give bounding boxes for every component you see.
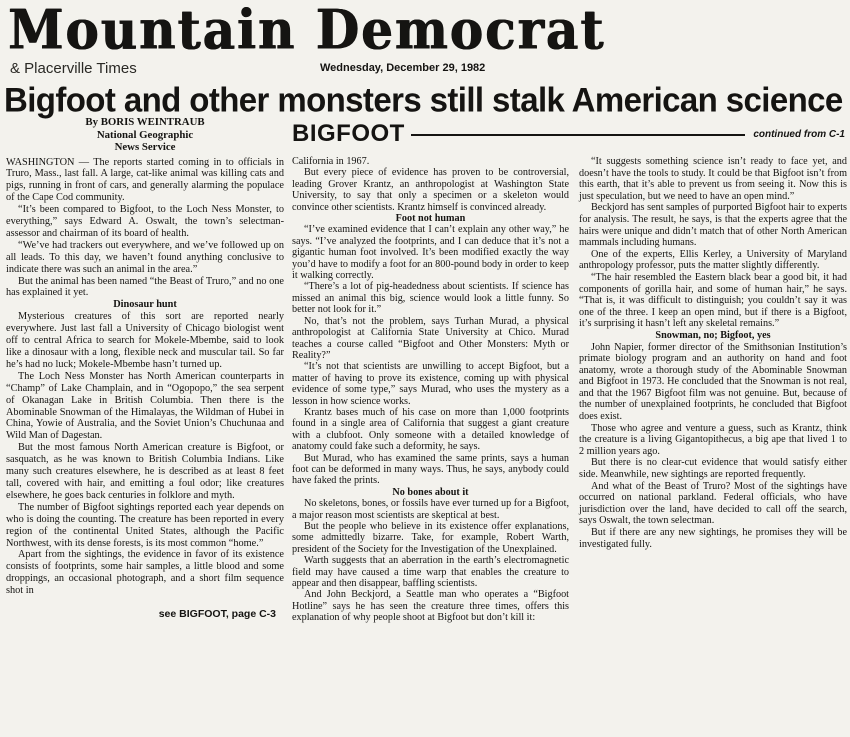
- article-headline: Bigfoot and other monsters still stalk American science: [4, 80, 843, 119]
- article-paragraph: “I’ve examined evidence that I can’t explain any other way,” he says. “I’ve analyzed the footprints, and I can deduce that it’s not a gigantic human foot involved. It’s been modified exactly the way you’d have to modify a foot for an 800-pound body in order to keep it walking correctly.: [292, 224, 569, 282]
- article-paragraph: The Loch Ness Monster has North American counterparts in “Champ” of Lake Champlain, and in “Ogopopo,” the sea serpent of Okanagan Lake in British Columbia. Then there is the Abominable Snowman of the Himalayas, the Wildman of Hubei in China, Yowie of Australia, and the Soviet Union’s Chuchunaa and Wild Man of Dagestan.: [6, 370, 284, 442]
- article-column-middle: [292, 156, 569, 624]
- article-paragraph: Apart from the sightings, the evidence in favor of its existence consists of footprints, some hair samples, a little blood and some droppings, an occasional photograph, and a short film sequence shot in: [6, 549, 284, 597]
- newspaper-masthead-subtitle: & Placerville Times: [10, 60, 137, 77]
- article-paragraph: “It’s not that scientists are unwilling to accept Bigfoot, but a matter of having to prove its existence, coming up with physical evidence of some type,” says Murad, who uses the mystery as a lesson in how science works.: [292, 361, 569, 407]
- article-column-right: [579, 156, 847, 550]
- article-paragraph: WASHINGTON — The reports started coming in to officials in Truro, Mass., last fall. A large, cat-like animal was killing cats and pigs, running in front of cars, and generally alarming the populace of the Cape Cod community.: [6, 156, 284, 204]
- jumpline: see BIGFOOT, page C-3: [158, 608, 276, 621]
- byline-author: By BORIS WEINTRAUB: [85, 116, 205, 128]
- article-paragraph: “The hair resembled the Eastern black bear a good bit, it had components of gorilla hair, and some of human hair,” he says. “That is, it was difficult to distinguish; you couldn’t say it was one of the three. I keep an open mind, but if there is a Bigfoot, it’s surprising it hasn’t left any skeletal remains.”: [579, 271, 847, 330]
- article-paragraph: No skeletons, bones, or fossils have ever turned up for a Bigfoot, a major reason most scientists are skeptical at best.: [292, 498, 569, 521]
- article-paragraph: “It’s been compared to Bigfoot, to the Loch Ness Monster, to everything,” says Edward A. Oswalt, the town’s selectman-assessor and chairman of its board of health.: [6, 204, 284, 239]
- article-paragraph: The number of Bigfoot sightings reported each year depends on who is doing the counting. The creature has been reported in every region of the continental United States, although the Pacific Northwest, with its dense forests, is its most common “home.”: [6, 501, 284, 549]
- article-paragraph: But the most famous North American creature is Bigfoot, or sasquatch, as he was known to British Columbia Indians. Like many such creatures elsewhere, he is described as at least 8 feet tall, covered with hair, and emitting a foul odor; like creatures elsewhere, he goes back centuries in folklore and myth.: [6, 442, 284, 501]
- article-paragraph: “We’ve had trackers out everywhere, and we’ve followed up on all leads. To this day, we haven’t found anything conclusive to indicate there was such an animal in the area.”: [6, 239, 284, 275]
- article-paragraph: And John Beckjord, a Seattle man who operates a “Bigfoot Hotline” says he has seen the creature three times, offers this explanation of why people shoot at Bigfoot but don’t kill it:: [292, 589, 569, 624]
- article-paragraph: Mysterious creatures of this sort are reported nearly everywhere. Just last fall a University of Chicago biologist went off to central Africa to search for Mokele-Mbembe, said to look like a dinosaur with a long, flexible neck and muscular tail. So far he’s had no luck; Mokele-Mbembe hasn’t turned up.: [6, 311, 284, 370]
- continuation-label: BIGFOOT: [292, 120, 405, 147]
- article-paragraph: But every piece of evidence has proven to be controversial, leading Grover Krantz, an anthropologist at Washington State University, to say that only a specimen or a skeleton would convince other scientists. Krantz himself is convinced already.: [292, 167, 569, 213]
- continuation-note: continued from C-1: [753, 128, 845, 140]
- column-right-body: [579, 156, 847, 550]
- issue-date: Wednesday, December 29, 1982: [320, 62, 486, 74]
- section-subhead: Snowman, no; Bigfoot, yes: [655, 329, 771, 341]
- article-paragraph: Krantz bases much of his case on more than 1,000 footprints found in a single area of California that suggest a giant creature with a clubfoot. Only someone with a detailed knowledge of anatomy could fake such a deformity, he says.: [292, 406, 569, 453]
- article-paragraph: But the people who believe in its existence offer explanations, some admittedly bizarre. Take, for example, Robert Warth, president of the Society for the Investigation of the Unexplained.: [292, 521, 569, 555]
- newspaper-masthead-title: Mountain Democrat: [8, 0, 606, 62]
- article-paragraph: No, that’s not the problem, says Turhan Murad, a physical anthropologist at California State University at Chico. Murad teaches a course called “Bigfoot and Other Monsters: Myth or Reality?”: [292, 315, 569, 361]
- article-paragraph: One of the experts, Ellis Kerley, a University of Maryland anthropology professor, puts the matter slightly differently.: [579, 248, 847, 272]
- article-paragraph: But if there are any new sightings, he promises they will be investigated fully.: [579, 527, 847, 550]
- column-middle-body: [292, 156, 569, 624]
- article-paragraph: Warth suggests that an aberration in the earth’s electromagnetic field may have caused a time warp that enables the creature to appear and then disappear, baffling scientists.: [292, 555, 569, 590]
- article-paragraph: But the animal has been named “the Beast of Truro,” and no one has explained it yet.: [6, 275, 284, 299]
- article-paragraph: Those who agree and venture a guess, such as Krantz, think the creature is a living Gigantopithecus, a big ape that lived 1 to 2 million years ago.: [579, 422, 847, 457]
- column-left-body: [6, 157, 284, 598]
- article-paragraph: Beckjord has sent samples of purported Bigfoot hair to experts for analysis. The result, he says, is that the experts agree that the hairs were unique and didn’t match that of other North American mammals including humans.: [579, 202, 847, 249]
- article-paragraph: “There’s a lot of pig-headedness about scientists. If science has missed an animal this big, science would look a little funny. So better not look for it.”: [292, 281, 569, 316]
- byline-org-line2: News Service: [114, 141, 176, 153]
- section-subhead: Dinosaur hunt: [113, 299, 177, 311]
- continuation-rule: [411, 134, 746, 136]
- article-column-left: [6, 116, 284, 621]
- article-paragraph: But Murad, who has examined the same prints, says a human foot can be deformed in many ways. Thus, he says, anybody could have faked the prints.: [292, 452, 569, 487]
- section-subhead: Foot not human: [395, 213, 466, 225]
- continuation-header: [292, 122, 845, 146]
- byline-org-line1: National Geographic: [96, 128, 194, 141]
- section-subhead: No bones about it: [392, 486, 469, 498]
- article-paragraph: John Napier, former director of the Smithsonian Institution’s primate biology program and an authority on hand and foot anatomy, wrote a thorough study of the Abominable Snowman and Bigfoot in 1973. He concluded that the Snowman is not real, and that the 1967 Bigfoot film was not genuine. But, because of the number of unexplained footprints, he concluded that Bigfoot does exist.: [579, 341, 847, 423]
- article-paragraph: “It suggests something science isn’t ready to face yet, and doesn’t have the tools to study. It could be that Bigfoot isn’t from this earth, that it’s able to prevent us from seeing it. Now this is just speculation, but we need to have an open mind.”: [579, 156, 847, 202]
- article-paragraph: California in 1967.: [292, 156, 370, 167]
- byline-block: [6, 116, 284, 154]
- article-paragraph: And what of the Beast of Truro? Most of the sightings have occurred on national parkland. Federal officials, who have jurisdiction over the land, have decided to call off the search, says Oswalt, the town selectman.: [579, 480, 847, 527]
- article-paragraph: But there is no clear-cut evidence that would satisfy either side. Meanwhile, new sightings are reported frequently.: [579, 457, 847, 481]
